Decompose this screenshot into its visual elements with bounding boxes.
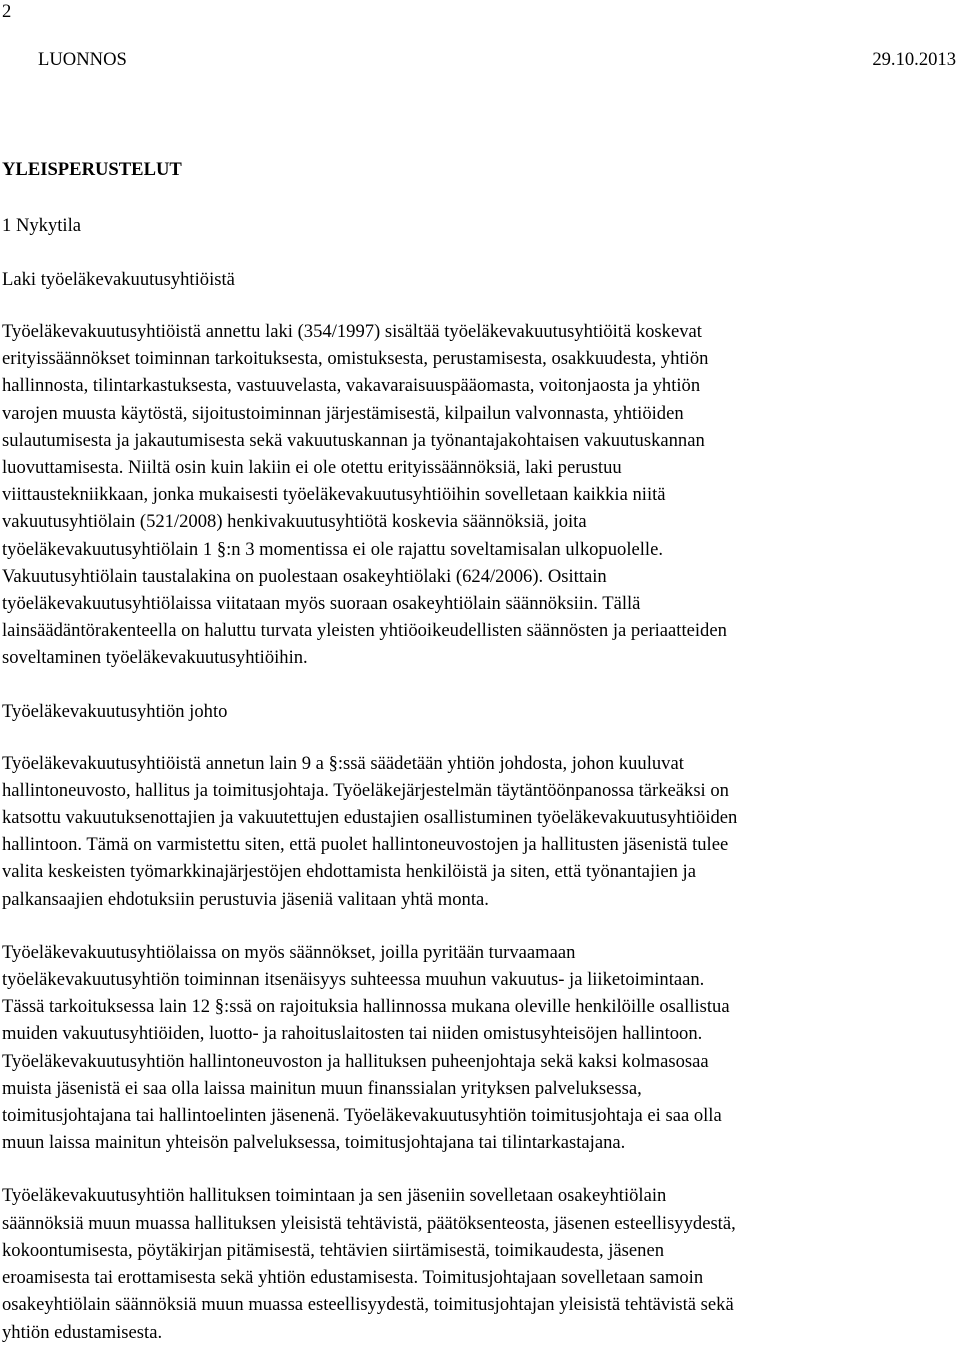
text-line: yhtiön edustamisesta. — [2, 1321, 163, 1343]
text-line: kokoontumisesta, pöytäkirjan pitämisestä, tehtävien siirtämisestä, toimikaudesta, jäsenen — [2, 1239, 664, 1261]
text-line: eroamisesta tai erottamisesta sekä yhtiön edustamisesta. Toimitusjohtajaan sovelletaan samoin — [2, 1267, 704, 1289]
text-line: katsottu vakuutuksenottajien ja vakuutettujen edustajien osallistuminen työeläkevakuutusyhtiöiden — [2, 807, 738, 829]
text-line: muun laissa mainitun yhteisön palveluksessa, toimitusjohtajana tai tilintarkastajana. — [2, 1132, 626, 1154]
text-line: osakeyhtiölain säännöksiä muun muassa esteellisyydestä, toimitusjohtajan yleisistä tehtävistä sekä — [2, 1294, 734, 1316]
subheading-management: Työeläkevakuutusyhtiön johto — [2, 700, 228, 722]
text-line: työeläkevakuutusyhtiölaissa viitataan myös suoraan osakeyhtiölain säännöksiin. Tällä — [2, 593, 641, 615]
document-header — [38, 48, 956, 72]
text-line: valita keskeisten työmarkkinajärjestöjen ehdottamista henkilöistä ja siten, että työnantajien ja — [2, 861, 696, 883]
text-line: erityissäännökset toiminnan tarkoituksesta, omistuksesta, perustamisesta, osakkuudesta, yhtiön — [2, 348, 709, 370]
paragraph-board — [2, 1182, 950, 1345]
text-line: hallintoneuvosto, hallitus ja toimitusjohtaja. Työeläkejärjestelmän täytäntöönpanossa tärkeäksi on — [2, 779, 729, 801]
draft-label: LUONNOS — [38, 49, 127, 70]
text-line: säännöksiä muun muassa hallituksen yleisistä tehtävistä, päätöksenteosta, jäsenen esteellisyydestä, — [2, 1212, 736, 1234]
text-line: Työeläkevakuutusyhtiöistä annettu laki (354/1997) sisältää työeläkevakuutusyhtiöitä koskevat — [2, 321, 702, 342]
page-number: 2 — [2, 1, 12, 22]
text-line: Työeläkevakuutusyhtiön hallintoneuvoston ja hallituksen puheenjohtaja sekä kaksi kolmasosaa — [2, 1050, 709, 1072]
section-heading: 1 Nykytila — [2, 215, 82, 236]
text-line: viittaustekniikkaan, jonka mukaisesti työeläkevakuutusyhtiöihin sovelletaan kaikkia niitä — [2, 484, 666, 506]
text-line: varojen muusta käytöstä, sijoitustoiminnan järjestämisestä, kilpailun valvonnasta, yhtiöiden — [2, 402, 684, 424]
subheading-law: Laki työeläkevakuutusyhtiöistä — [2, 269, 235, 290]
text-line: Työeläkevakuutusyhtiölaissa on myös säännökset, joilla pyritään turvaamaan — [2, 941, 576, 963]
paragraph-management — [2, 750, 950, 913]
text-line: lainsäädäntörakenteella on haluttu turvata yleisten yhtiöoikeudellisten säännösten ja periaatteiden — [2, 620, 727, 642]
text-line: sulautumisesta ja jakautumisesta sekä vakuutuskannan ja työnantajakohtaisen vakuutuskannan — [2, 429, 705, 451]
text-line: hallintoon. Tämä on varmistettu siten, että puolet hallintoneuvostojen ja hallitusten jäsenistä tulee — [2, 834, 729, 856]
text-line: hallinnosta, tilintarkastuksesta, vastuuvelasta, vakavaraisuuspääomasta, voitonjaosta ja yhtiön — [2, 375, 701, 397]
text-line: soveltaminen työeläkevakuutusyhtiöihin. — [2, 647, 308, 669]
text-line: palkansaajien ehdotuksiin perustuvia jäseniä valitaan yhtä monta. — [2, 888, 489, 910]
text-line: muiden vakuutusyhtiöiden, luotto- ja rahoituslaitosten tai niiden omistusyhteisöjen hallintoon. — [2, 1023, 703, 1045]
document-date: 29.10.2013 — [872, 49, 956, 70]
text-line: työeläkevakuutusyhtiölain 1 §:n 3 momentissa ei ole rajattu soveltamisalan ulkopuolelle. — [2, 538, 663, 560]
page-title: YLEISPERUSTELUT — [2, 159, 182, 180]
paragraph-law-overview — [2, 318, 950, 672]
text-line: muista jäsenistä ei saa olla laissa mainitun muun finanssialan yrityksen palveluksessa, — [2, 1077, 642, 1099]
text-line: luovuttamisesta. Niiltä osin kuin lakiin ei ole otettu erityissäännöksiä, laki perustuu — [2, 457, 622, 479]
text-line: Työeläkevakuutusyhtiön hallituksen toimintaan ja sen jäseniin sovelletaan osakeyhtiölain — [2, 1185, 667, 1207]
text-line: vakuutusyhtiölain (521/2008) henkivakuutusyhtiötä koskevia säännöksiä, joita — [2, 511, 587, 533]
document-body — [2, 156, 950, 1372]
text-line: Tässä tarkoituksessa lain 12 §:ssä on rajoituksia hallinnossa mukana oleville henkilöille osallistua — [2, 996, 730, 1018]
text-line: työeläkevakuutusyhtiön toiminnan itsenäisyys suhteessa muuhun vakuutus- ja liiketoimintaan. — [2, 969, 705, 991]
text-line: Vakuutusyhtiölain taustalakina on puolestaan osakeyhtiölaki (624/2006). Osittain — [2, 565, 607, 587]
text-line: toimitusjohtajana tai hallintoelinten jäsenenä. Työeläkevakuutusyhtiön toimitusjohtaja ei saa olla — [2, 1105, 722, 1127]
paragraph-independence — [2, 939, 950, 1157]
text-line: Työeläkevakuutusyhtiöistä annetun lain 9 a §:ssä säädetään yhtiön johdosta, johon kuuluvat — [2, 752, 684, 774]
